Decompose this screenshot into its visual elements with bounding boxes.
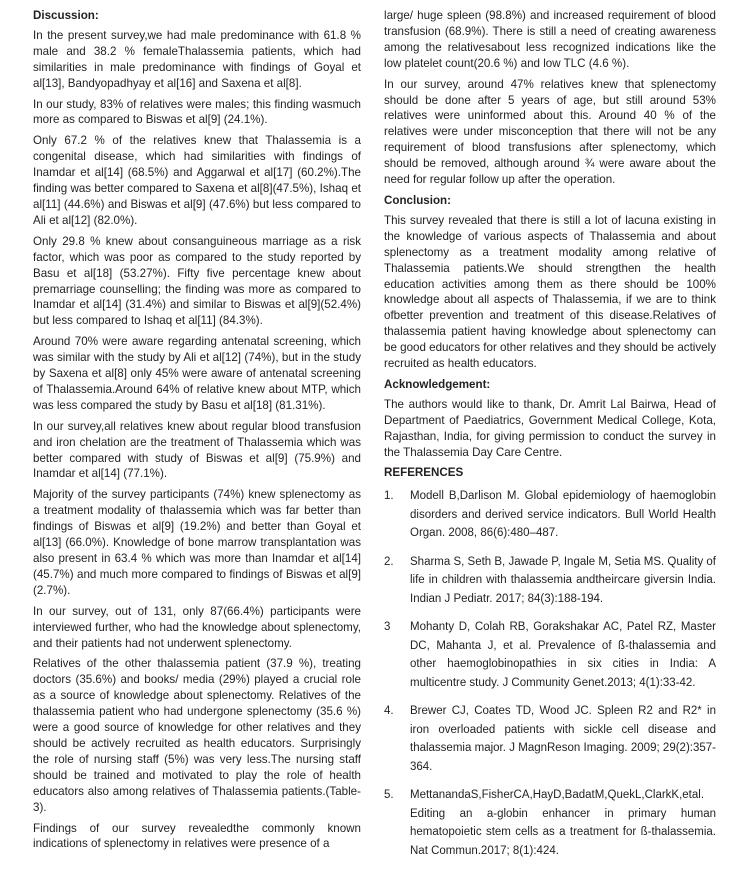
left-column (33, 8, 361, 857)
reference-text: Mohanty D, Colah RB, Gorakshakar AC, Patel RZ, Master DC, Mahanta J, et al. Prevalence of ß-thalassemia and other haemoglobinopathies in six cities in India: A multicentre study. J Community Genet.2013; 4(1):33-42. (410, 621, 716, 689)
reference-text: Sharma S, Seth B, Jawade P, Ingale M, Setia MS. Quality of life in children with thalassemia andtheircare giversin India. Indian J Pediatr. 2017; 84(3):188-194. (410, 555, 716, 605)
reference-item (384, 786, 716, 860)
discussion-paragraph: large/ huge spleen (98.8%) and increased requirement of blood transfusion (68.9%). There is still a need of creating awareness among the relativesabout less recognized indications like the low platelet count(20.6 %) and low TLC (4.6 %). (384, 9, 716, 70)
conclusion-text: This survey revealed that there is still a lot of lacuna existing in the knowledge of various aspects of Thalassemia and about splenectomy as a treatment modality among relative of Thalassemia patients.We should strengthen the health education activities among them as there should be 100% knowledge about all aspects of Thalassemia, if we are to think ofbetter prevention and treatment of this disease.Relatives of thalassemia patient having knowledge about splenectomy can be good educators for other relatives and they should be actively recruited as health educators. (384, 213, 716, 371)
conclusion-heading: Conclusion: (384, 193, 451, 207)
acknowledgement-text: The authors would like to thank, Dr. Amrit Lal Bairwa, Head of Department of Paediatrics, Government Medical College, Kota, Rajasthan, India, for giving permission to conduct the survey in the Thalassemia Day Care Centre. (384, 397, 716, 459)
reference-item (384, 553, 716, 609)
reference-list (384, 487, 716, 860)
right-column (384, 8, 716, 870)
discussion-paragraph: Findings of our survey revealedthe commonly known indications of splenectomy in relatives were presence of a (33, 821, 361, 851)
reference-item (384, 487, 716, 543)
reference-number: 3 (384, 621, 391, 634)
discussion-paragraph: In our survey,all relatives knew about regular blood transfusion and iron chelation are the treatment of Thalassemia which was better compared with study of Biswas et al[9] (75.9%) and Inamdar et al[14] (77.1%). (33, 419, 361, 481)
discussion-paragraph: In the present survey,we had male predominance with 61.8 % male and 38.2 % femaleThalassemia patients, which had similarities in male predominance with findings of Goyal et al[13], Bandyopadhyay et al[16] and Saxena et al[8]. (33, 28, 361, 90)
discussion-paragraph: Majority of the survey participants (74%) knew splenectomy as a treatment modality of thalassemia which was far better than findings of Biswas et al[9] (19.2%) and better than Goyal et al[13] (66.0%). Knowledge of bone marrow transplantation was also present in 63.4 % which was more than Inamdar et al[14] (45.7%) and much more compared to findings of Biswas et al[9] (2.7%). (33, 488, 361, 597)
reference-item (384, 702, 716, 776)
acknowledgement-heading: Acknowledgement: (384, 377, 491, 391)
discussion-paragraph: Only 29.8 % knew about consanguineous marriage as a risk factor, which was poor as compared to the study reported by Basu et al[18] (53.27%). Fifty five percentage knew about premarriage counselling; the finding was more as compared to Inamdar et al[14] (31.4%) and similar to Biswas et al[9](52.4%) but less compared to Ishaq et al[11] (84.3%). (33, 234, 361, 328)
discussion-paragraph: Around 70% were aware regarding antenatal screening, which was similar with the study by Ali et al[12] (74%), but in the study by Saxena et al[8] only 45% were aware of antenatal screening of Thalassemia.Around 64% of relative knew about MTP, which was less compared the study by Basu et al[18] (81.31%). (33, 335, 361, 412)
references-heading: REFERENCES (384, 466, 464, 480)
reference-text: Brewer CJ, Coates TD, Wood JC. Spleen R2 and R2* in iron overloaded patients with sickle cell disease and thalassemia major. J MagnReson Imaging. 2009; 29(2):357-364. (410, 705, 716, 773)
reference-number: 4. (384, 705, 394, 718)
discussion-paragraph: In our survey, out of 131, only 87(66.4%) participants were interviewed further, who had the knowledge about splenectomy, and their patients had not underwent splenectomy. (33, 604, 361, 650)
discussion-paragraph: Relatives of the other thalassemia patient (37.9 %), treating doctors (35.6%) and books/ media (29%) played a crucial role as a source of knowledge about splenectomy. Relatives of the thalassemia patient who had undergone splenectomy (35.6 %) were a good source of knowledge for other relatives and they should be actively recruited as health educators. Surprisingly the role of nursing staff (5%) was very less.The nursing staff should be trained and motivated to play the role of health educators also among relatives of Thalassemia patients.(Table-3). (33, 657, 361, 814)
reference-text: Modell B,Darlison M. Global epidemiology of haemoglobin disorders and derived service indicators. Bull World Health Organ. 2008, 86(6):480–487. (410, 490, 716, 540)
reference-item (384, 618, 716, 692)
discussion-heading: Discussion: (33, 9, 99, 22)
reference-text: MettanandaS,FisherCA,HayD,BadatM,QuekL,ClarkK,etal. Editing an a-globin enhancer in primary human hematopoietic stem cells as a treatment for ß-thalassemia. Nat Commun.2017; 8(1):424. (410, 789, 716, 857)
discussion-paragraph: Only 67.2 % of the relatives knew that Thalassemia is a congenital disease, which had similarities with findings of Inamdar et al[14] (68.5%) and Aggarwal et al[17] (60.2%).The finding was better compared to Saxena et al[8](47.5%), Ishaq et al[11] (44.6%) and Biswas et al[9] (47.6%) but less compared to Ali et al[12] (82.0%). (33, 134, 361, 227)
reference-number: 1. (384, 490, 394, 503)
reference-number: 5. (384, 789, 394, 802)
discussion-paragraph: In our survey, around 47% relatives knew that splenectomy should be done after 5 years of age, but still around 53% relatives were uninformed about this. Around 40 % of the relatives were under misconception that there will not be any requirement of blood transfusions after splenectomy, which should be removed, although around ¾ were aware about the need for regular follow up after the operation. (384, 77, 716, 187)
reference-number: 2. (384, 555, 394, 568)
discussion-paragraph: In our study, 83% of relatives were males; this finding wasmuch more as compared to Biswas et al[9] (24.1%). (33, 97, 361, 127)
